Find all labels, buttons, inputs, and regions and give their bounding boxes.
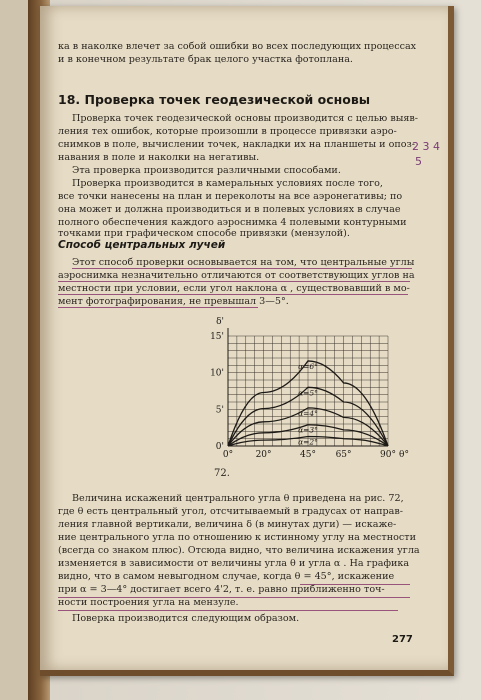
y-tick-label: 15': [210, 332, 224, 342]
text-line: мент фотографирования, не превышал 3—5°.: [58, 296, 289, 307]
distortion-chart: [200, 318, 430, 468]
text-line: Проверка производится в камеральных условиях после того,: [72, 178, 383, 189]
y-tick-label: 10': [210, 368, 224, 379]
text-line: ления тех ошибок, которые произошли в процессе привязки аэро-: [58, 126, 397, 137]
text-line: аэроснимка незначительно отличаются от соответствующих углов на: [58, 270, 415, 281]
text-line: где θ есть центральный угол, отсчитываемый в градусах от направ-: [58, 506, 404, 517]
text-line: точками при графическом способе привязки (мензулой).: [58, 228, 350, 239]
page-number: 277: [392, 634, 413, 645]
pen-underline: [58, 281, 410, 282]
text-line: при α = 3—4° достигает всего 4'2, т. е. равно приближенно точ-: [58, 584, 385, 595]
text-line: навания в поле и наколки на негативы.: [58, 152, 260, 163]
x-tick-label: θ°: [399, 450, 409, 460]
y-tick-label: δ': [216, 317, 224, 327]
handwritten-note: 2 3 4: [412, 140, 440, 153]
section-title: 18. Проверка точек геодезической основы: [58, 92, 371, 107]
figure-number: 72.: [214, 468, 230, 479]
series-label: α=4°: [298, 408, 318, 418]
y-tick-label: 5': [215, 405, 224, 416]
series-label: α=2°: [298, 437, 318, 447]
pen-underline: [72, 268, 412, 269]
text-line: и в конечном результате брак целого участка фотоплана.: [58, 54, 353, 65]
text-line: она может и должна производиться и в полевых условиях в случае: [58, 204, 401, 215]
text-line: Поверка производится следующим образом.: [72, 613, 300, 624]
text-line: ления главной вертикали, величина δ (в минутах дуги) — искаже-: [58, 519, 397, 530]
text-line: полного обеспечения каждого аэроснимка 4 полевыми контурными: [58, 217, 407, 228]
text-line: Этот способ проверки основывается на том, что центральные углы: [72, 257, 415, 268]
x-tick-label: 90°: [380, 450, 396, 460]
text-line: видно, что в самом невыгодном случае, когда θ = 45°, искажение: [58, 571, 395, 582]
text-line: Проверка точек геодезической основы производится с целью выяв-: [72, 113, 419, 124]
series-label: α=3°: [298, 425, 318, 435]
x-tick-label: 20°: [255, 450, 272, 460]
handwritten-note: 5: [415, 155, 422, 168]
text-line: ка в наколке влечет за собой ошибки во всех последующих процессах: [58, 41, 417, 52]
x-tick-label: 0°: [222, 450, 234, 460]
text-line: снимков в поле, вычислении точек, накладки их на планшеты и опоз-: [58, 139, 416, 150]
x-tick-label: 45°: [300, 450, 316, 460]
subsection-title: Способ центральных лучей: [58, 239, 226, 251]
pen-underline: [58, 307, 258, 308]
series-label: α=5°: [298, 388, 318, 398]
text-line: ние центрального угла по отношению к истинному углу на местности: [58, 532, 416, 543]
text-line: Эта проверка производится различными способами.: [72, 165, 341, 176]
text-line: Величина искажений центрального угла θ приведена на рис. 72,: [72, 493, 404, 504]
text-line: ности построения угла на мензуле.: [58, 597, 239, 608]
text-line: все точки нанесены на план и переколоты на все аэронегативы; по: [58, 191, 403, 202]
text-line: (всегда со знаком плюс). Отсюда видно, что величина искажения угла: [58, 545, 420, 556]
text-line: местности при условии, если угол наклона α , существовавший в мо-: [58, 283, 410, 294]
x-tick-label: 65°: [335, 450, 352, 460]
y-tick-label: 0': [215, 442, 224, 452]
series-label: α=6°: [298, 361, 318, 371]
pen-underline: [58, 294, 408, 295]
text-line: изменяется в зависимости от величины угла θ и угла α . На графика: [58, 558, 410, 569]
